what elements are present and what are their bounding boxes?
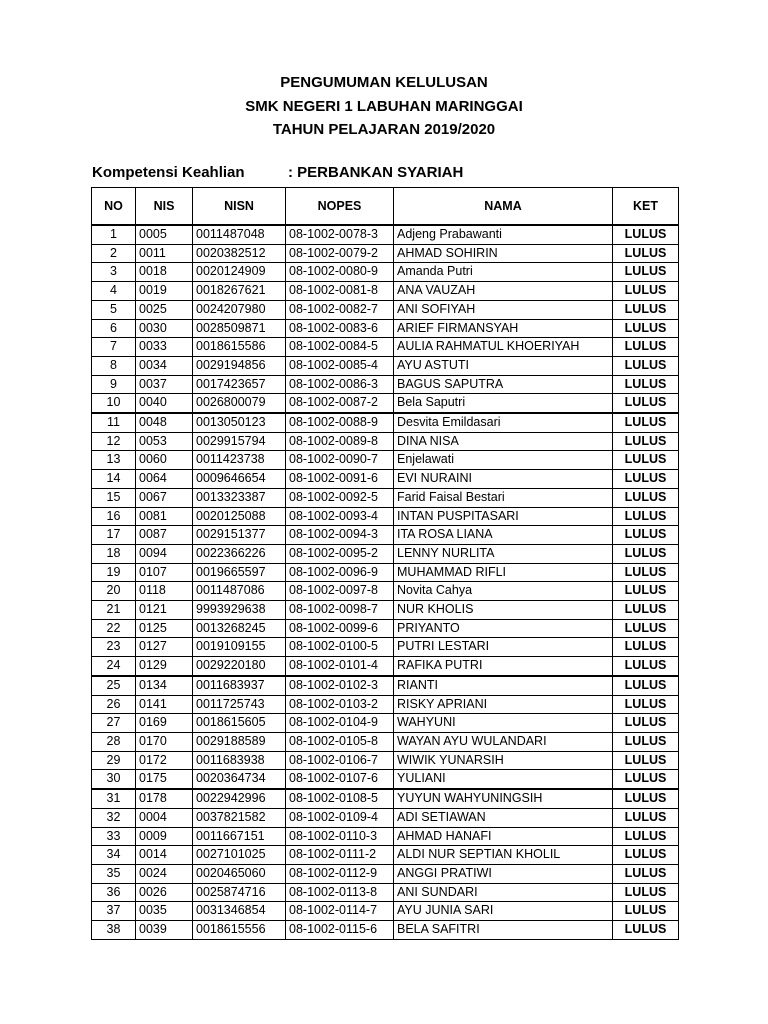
cell-nama: Desvita Emildasari — [394, 413, 613, 432]
cell-no: 15 — [92, 488, 136, 507]
cell-nisn: 0020125088 — [193, 507, 286, 526]
cell-nama: WAHYUNI — [394, 714, 613, 733]
cell-nisn: 0019665597 — [193, 563, 286, 582]
cell-nisn: 0029188589 — [193, 732, 286, 751]
cell-ket: LULUS — [613, 601, 679, 620]
cell-no: 17 — [92, 526, 136, 545]
cell-nisn: 0020124909 — [193, 263, 286, 282]
cell-nisn: 0020465060 — [193, 864, 286, 883]
cell-no: 3 — [92, 263, 136, 282]
cell-nopes: 08-1002-0104-9 — [286, 714, 394, 733]
cell-no: 37 — [92, 902, 136, 921]
cell-nopes: 08-1002-0080-9 — [286, 263, 394, 282]
cell-nama: LENNY NURLITA — [394, 544, 613, 563]
cell-nis: 0170 — [136, 732, 193, 751]
cell-nisn: 0017423657 — [193, 375, 286, 394]
cell-nis: 0024 — [136, 864, 193, 883]
cell-nama: ADI SETIAWAN — [394, 808, 613, 827]
cell-no: 21 — [92, 601, 136, 620]
cell-ket: LULUS — [613, 751, 679, 770]
cell-nama: NUR KHOLIS — [394, 601, 613, 620]
cell-ket: LULUS — [613, 732, 679, 751]
cell-nisn: 0013268245 — [193, 619, 286, 638]
cell-nopes: 08-1002-0085-4 — [286, 356, 394, 375]
cell-nis: 0011 — [136, 244, 193, 263]
cell-ket: LULUS — [613, 544, 679, 563]
cell-nama: Farid Faisal Bestari — [394, 488, 613, 507]
cell-nis: 0172 — [136, 751, 193, 770]
table-body — [92, 225, 679, 939]
cell-nisn: 0011725743 — [193, 695, 286, 714]
cell-nis: 0033 — [136, 338, 193, 357]
table-row — [92, 864, 679, 883]
cell-nis: 0178 — [136, 789, 193, 808]
cell-no: 24 — [92, 657, 136, 676]
table-row — [92, 338, 679, 357]
cell-nopes: 08-1002-0106-7 — [286, 751, 394, 770]
cell-no: 22 — [92, 619, 136, 638]
cell-nama: AHMAD HANAFI — [394, 827, 613, 846]
table-row — [92, 282, 679, 301]
cell-nopes: 08-1002-0099-6 — [286, 619, 394, 638]
cell-ket: LULUS — [613, 375, 679, 394]
cell-nis: 0134 — [136, 676, 193, 695]
cell-nis: 0040 — [136, 394, 193, 413]
cell-nis: 0025 — [136, 300, 193, 319]
cell-no: 30 — [92, 770, 136, 789]
cell-no: 35 — [92, 864, 136, 883]
cell-nopes: 08-1002-0079-2 — [286, 244, 394, 263]
cell-ket: LULUS — [613, 263, 679, 282]
cell-no: 20 — [92, 582, 136, 601]
cell-no: 23 — [92, 638, 136, 657]
table-row — [92, 244, 679, 263]
table-row — [92, 732, 679, 751]
cell-no: 12 — [92, 432, 136, 451]
cell-nis: 0127 — [136, 638, 193, 657]
cell-nisn: 0011487048 — [193, 225, 286, 244]
cell-nis: 0107 — [136, 563, 193, 582]
col-header-nisn: NISN — [193, 188, 286, 226]
table-row — [92, 563, 679, 582]
cell-nama: ALDI NUR SEPTIAN KHOLIL — [394, 846, 613, 865]
table-row — [92, 225, 679, 244]
cell-nopes: 08-1002-0086-3 — [286, 375, 394, 394]
table-row — [92, 714, 679, 733]
table-row — [92, 544, 679, 563]
cell-no: 2 — [92, 244, 136, 263]
cell-nisn: 0028509871 — [193, 319, 286, 338]
cell-nis: 0019 — [136, 282, 193, 301]
cell-nama: ITA ROSA LIANA — [394, 526, 613, 545]
cell-ket: LULUS — [613, 695, 679, 714]
cell-nis: 0087 — [136, 526, 193, 545]
cell-nisn: 9993929638 — [193, 601, 286, 620]
cell-nama: PUTRI LESTARI — [394, 638, 613, 657]
cell-ket: LULUS — [613, 676, 679, 695]
table-row — [92, 827, 679, 846]
cell-nama: AYU JUNIA SARI — [394, 902, 613, 921]
cell-ket: LULUS — [613, 921, 679, 940]
cell-no: 26 — [92, 695, 136, 714]
cell-nis: 0060 — [136, 451, 193, 470]
cell-nis: 0037 — [136, 375, 193, 394]
col-header-ket: KET — [613, 188, 679, 226]
cell-nopes: 08-1002-0084-5 — [286, 338, 394, 357]
cell-nama: MUHAMMAD RIFLI — [394, 563, 613, 582]
cell-nopes: 08-1002-0108-5 — [286, 789, 394, 808]
table-row — [92, 582, 679, 601]
table-row — [92, 488, 679, 507]
cell-ket: LULUS — [613, 563, 679, 582]
cell-nopes: 08-1002-0094-3 — [286, 526, 394, 545]
cell-ket: LULUS — [613, 526, 679, 545]
cell-nisn: 0018267621 — [193, 282, 286, 301]
cell-nama: BAGUS SAPUTRA — [394, 375, 613, 394]
cell-nisn: 0011683938 — [193, 751, 286, 770]
cell-no: 31 — [92, 789, 136, 808]
cell-ket: LULUS — [613, 356, 679, 375]
cell-ket: LULUS — [613, 451, 679, 470]
cell-ket: LULUS — [613, 619, 679, 638]
table-header-row — [92, 188, 679, 226]
cell-nisn: 0027101025 — [193, 846, 286, 865]
cell-no: 34 — [92, 846, 136, 865]
cell-nisn: 0009646654 — [193, 470, 286, 489]
cell-nis: 0175 — [136, 770, 193, 789]
cell-nisn: 0029220180 — [193, 657, 286, 676]
cell-nisn: 0011423738 — [193, 451, 286, 470]
cell-nis: 0048 — [136, 413, 193, 432]
table-row — [92, 770, 679, 789]
cell-nis: 0125 — [136, 619, 193, 638]
cell-nisn: 0020382512 — [193, 244, 286, 263]
table-row — [92, 789, 679, 808]
cell-nisn: 0029194856 — [193, 356, 286, 375]
cell-nopes: 08-1002-0109-4 — [286, 808, 394, 827]
cell-nisn: 0011667151 — [193, 827, 286, 846]
cell-nis: 0005 — [136, 225, 193, 244]
cell-nis: 0035 — [136, 902, 193, 921]
cell-ket: LULUS — [613, 770, 679, 789]
table-row — [92, 470, 679, 489]
cell-ket: LULUS — [613, 846, 679, 865]
cell-nopes: 08-1002-0088-9 — [286, 413, 394, 432]
cell-nisn: 0026800079 — [193, 394, 286, 413]
cell-nama: Novita Cahya — [394, 582, 613, 601]
cell-no: 14 — [92, 470, 136, 489]
cell-ket: LULUS — [613, 338, 679, 357]
cell-no: 18 — [92, 544, 136, 563]
cell-nisn: 0018615605 — [193, 714, 286, 733]
cell-nisn: 0019109155 — [193, 638, 286, 657]
table-row — [92, 300, 679, 319]
table-row — [92, 695, 679, 714]
cell-nis: 0034 — [136, 356, 193, 375]
cell-nis: 0018 — [136, 263, 193, 282]
cell-nis: 0129 — [136, 657, 193, 676]
cell-nis: 0026 — [136, 883, 193, 902]
table-row — [92, 375, 679, 394]
cell-ket: LULUS — [613, 413, 679, 432]
document-header — [0, 71, 768, 142]
cell-nis: 0121 — [136, 601, 193, 620]
cell-nis: 0030 — [136, 319, 193, 338]
table-row — [92, 356, 679, 375]
cell-nopes: 08-1002-0078-3 — [286, 225, 394, 244]
cell-nopes: 08-1002-0100-5 — [286, 638, 394, 657]
cell-ket: LULUS — [613, 789, 679, 808]
cell-nopes: 08-1002-0082-7 — [286, 300, 394, 319]
cell-no: 7 — [92, 338, 136, 357]
cell-nisn: 0011487086 — [193, 582, 286, 601]
table-row — [92, 676, 679, 695]
cell-nama: WAYAN AYU WULANDARI — [394, 732, 613, 751]
cell-nopes: 08-1002-0113-8 — [286, 883, 394, 902]
cell-ket: LULUS — [613, 808, 679, 827]
competency-line — [92, 164, 463, 181]
col-header-nopes: NOPES — [286, 188, 394, 226]
cell-ket: LULUS — [613, 638, 679, 657]
cell-no: 29 — [92, 751, 136, 770]
table-row — [92, 394, 679, 413]
cell-no: 32 — [92, 808, 136, 827]
academic-year: TAHUN PELAJARAN 2019/2020 — [272, 121, 496, 138]
cell-nopes: 08-1002-0093-4 — [286, 507, 394, 526]
cell-no: 13 — [92, 451, 136, 470]
cell-nama: BELA SAFITRI — [394, 921, 613, 940]
cell-nisn: 0025874716 — [193, 883, 286, 902]
table-row — [92, 751, 679, 770]
cell-ket: LULUS — [613, 827, 679, 846]
cell-nis: 0141 — [136, 695, 193, 714]
cell-no: 33 — [92, 827, 136, 846]
col-header-nama: NAMA — [394, 188, 613, 226]
cell-nama: AYU ASTUTI — [394, 356, 613, 375]
cell-ket: LULUS — [613, 864, 679, 883]
cell-nama: ANI SUNDARI — [394, 883, 613, 902]
cell-nopes: 08-1002-0111-2 — [286, 846, 394, 865]
cell-nama: YUYUN WAHYUNINGSIH — [394, 789, 613, 808]
cell-nama: AHMAD SOHIRIN — [394, 244, 613, 263]
cell-nama: RIANTI — [394, 676, 613, 695]
cell-nama: PRIYANTO — [394, 619, 613, 638]
cell-nopes: 08-1002-0097-8 — [286, 582, 394, 601]
cell-nama: EVI NURAINI — [394, 470, 613, 489]
cell-nisn: 0022942996 — [193, 789, 286, 808]
table-row — [92, 808, 679, 827]
cell-nama: ANI SOFIYAH — [394, 300, 613, 319]
cell-ket: LULUS — [613, 507, 679, 526]
cell-nopes: 08-1002-0096-9 — [286, 563, 394, 582]
cell-nis: 0064 — [136, 470, 193, 489]
cell-nopes: 08-1002-0112-9 — [286, 864, 394, 883]
cell-nis: 0004 — [136, 808, 193, 827]
cell-ket: LULUS — [613, 582, 679, 601]
cell-nama: Enjelawati — [394, 451, 613, 470]
cell-ket: LULUS — [613, 300, 679, 319]
cell-nopes: 08-1002-0110-3 — [286, 827, 394, 846]
cell-ket: LULUS — [613, 488, 679, 507]
cell-no: 16 — [92, 507, 136, 526]
cell-nis: 0081 — [136, 507, 193, 526]
cell-nopes: 08-1002-0114-7 — [286, 902, 394, 921]
cell-no: 38 — [92, 921, 136, 940]
cell-no: 10 — [92, 394, 136, 413]
cell-no: 1 — [92, 225, 136, 244]
cell-nama: ANGGI PRATIWI — [394, 864, 613, 883]
cell-nama: Amanda Putri — [394, 263, 613, 282]
cell-no: 5 — [92, 300, 136, 319]
cell-nisn: 0029915794 — [193, 432, 286, 451]
cell-nisn: 0018615586 — [193, 338, 286, 357]
cell-nisn: 0011683937 — [193, 676, 286, 695]
cell-nisn: 0018615556 — [193, 921, 286, 940]
table-row — [92, 657, 679, 676]
table-row — [92, 413, 679, 432]
cell-nopes: 08-1002-0089-8 — [286, 432, 394, 451]
cell-nis: 0118 — [136, 582, 193, 601]
cell-nopes: 08-1002-0115-6 — [286, 921, 394, 940]
cell-nama: INTAN PUSPITASARI — [394, 507, 613, 526]
table-row — [92, 451, 679, 470]
cell-nisn: 0020364734 — [193, 770, 286, 789]
cell-nopes: 08-1002-0081-8 — [286, 282, 394, 301]
cell-nama: YULIANI — [394, 770, 613, 789]
table-row — [92, 263, 679, 282]
table-row — [92, 319, 679, 338]
cell-nama: WIWIK YUNARSIH — [394, 751, 613, 770]
cell-nis: 0039 — [136, 921, 193, 940]
col-header-no: NO — [92, 188, 136, 226]
cell-ket: LULUS — [613, 319, 679, 338]
cell-nama: Bela Saputri — [394, 394, 613, 413]
cell-ket: LULUS — [613, 714, 679, 733]
cell-ket: LULUS — [613, 225, 679, 244]
cell-nopes: 08-1002-0087-2 — [286, 394, 394, 413]
cell-nama: ANA VAUZAH — [394, 282, 613, 301]
cell-no: 25 — [92, 676, 136, 695]
competency-label: Kompetensi Keahlian — [92, 164, 245, 181]
cell-nisn: 0013323387 — [193, 488, 286, 507]
cell-no: 27 — [92, 714, 136, 733]
cell-nisn: 0031346854 — [193, 902, 286, 921]
cell-nopes: 08-1002-0092-5 — [286, 488, 394, 507]
cell-no: 4 — [92, 282, 136, 301]
cell-nopes: 08-1002-0083-6 — [286, 319, 394, 338]
cell-nisn: 0029151377 — [193, 526, 286, 545]
cell-no: 9 — [92, 375, 136, 394]
cell-ket: LULUS — [613, 244, 679, 263]
cell-nopes: 08-1002-0091-6 — [286, 470, 394, 489]
table-row — [92, 902, 679, 921]
graduation-table — [91, 187, 679, 940]
table-row — [92, 526, 679, 545]
cell-no: 8 — [92, 356, 136, 375]
cell-nama: ARIEF FIRMANSYAH — [394, 319, 613, 338]
cell-nisn: 0022366226 — [193, 544, 286, 563]
cell-ket: LULUS — [613, 470, 679, 489]
cell-nopes: 08-1002-0107-6 — [286, 770, 394, 789]
cell-nopes: 08-1002-0090-7 — [286, 451, 394, 470]
cell-nopes: 08-1002-0098-7 — [286, 601, 394, 620]
col-header-nis: NIS — [136, 188, 193, 226]
cell-ket: LULUS — [613, 432, 679, 451]
competency-value: : PERBANKAN SYARIAH — [288, 164, 464, 181]
table-row — [92, 883, 679, 902]
cell-nisn: 0024207980 — [193, 300, 286, 319]
cell-nis: 0053 — [136, 432, 193, 451]
announcement-title: PENGUMUMAN KELULUSAN — [280, 74, 488, 91]
table-row — [92, 507, 679, 526]
cell-nis: 0067 — [136, 488, 193, 507]
cell-ket: LULUS — [613, 883, 679, 902]
cell-no: 19 — [92, 563, 136, 582]
cell-ket: LULUS — [613, 902, 679, 921]
cell-nisn: 0037821582 — [193, 808, 286, 827]
cell-nis: 0009 — [136, 827, 193, 846]
cell-nama: AULIA RAHMATUL KHOERIYAH — [394, 338, 613, 357]
table-row — [92, 638, 679, 657]
cell-no: 28 — [92, 732, 136, 751]
cell-no: 36 — [92, 883, 136, 902]
cell-nopes: 08-1002-0105-8 — [286, 732, 394, 751]
table-row — [92, 921, 679, 940]
school-name: SMK NEGERI 1 LABUHAN MARINGGAI — [245, 97, 523, 115]
cell-nama: RAFIKA PUTRI — [394, 657, 613, 676]
cell-ket: LULUS — [613, 657, 679, 676]
cell-nopes: 08-1002-0103-2 — [286, 695, 394, 714]
cell-nama: Adjeng Prabawanti — [394, 225, 613, 244]
cell-nama: RISKY APRIANI — [394, 695, 613, 714]
cell-nama: DINA NISA — [394, 432, 613, 451]
table-row — [92, 846, 679, 865]
cell-nopes: 08-1002-0101-4 — [286, 657, 394, 676]
cell-nopes: 08-1002-0102-3 — [286, 676, 394, 695]
table-row — [92, 619, 679, 638]
table-row — [92, 432, 679, 451]
cell-nis: 0014 — [136, 846, 193, 865]
cell-ket: LULUS — [613, 394, 679, 413]
cell-no: 11 — [92, 413, 136, 432]
cell-nis: 0094 — [136, 544, 193, 563]
cell-nis: 0169 — [136, 714, 193, 733]
cell-ket: LULUS — [613, 282, 679, 301]
cell-nisn: 0013050123 — [193, 413, 286, 432]
cell-no: 6 — [92, 319, 136, 338]
table-row — [92, 601, 679, 620]
cell-nopes: 08-1002-0095-2 — [286, 544, 394, 563]
